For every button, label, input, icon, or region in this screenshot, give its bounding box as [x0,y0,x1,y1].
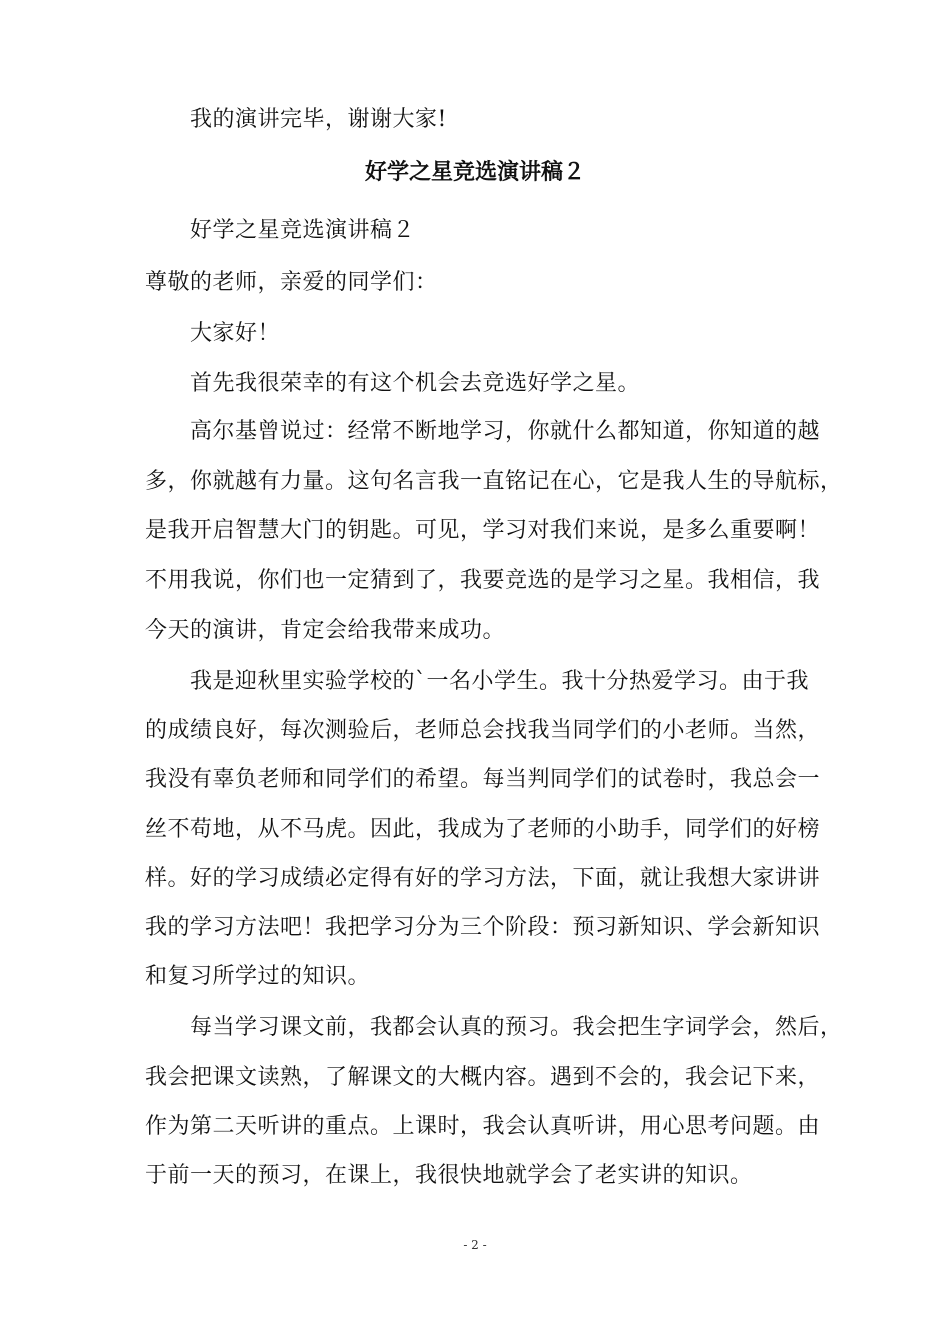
text-line: 和复习所学过的知识。 [145,964,371,989]
subtitle-line: 好学之星竞选演讲稿２ [190,218,416,243]
closing-line: 我的演讲完毕，谢谢大家! [190,107,447,132]
text-line: 多，你就越有力量。这句名言我一直铭记在心，它是我人生的导航标， [145,469,843,494]
text-line: 我没有辜负老师和同学们的希望。每当判同学们的试卷时，我总会一 [145,767,821,792]
text-line: 不用我说，你们也一定猜到了，我要竞选的是学习之星。我相信，我 [145,568,821,593]
text-line: 于前一天的预习，在课上，我很快地就学会了老实讲的知识。 [145,1163,753,1188]
greeting-line: 大家好！ [190,321,281,346]
text-line: 高尔基曾说过：经常不断地学习，你就什么都知道，你知道的越 [190,419,821,444]
text-line: 每当学习课文前，我都会认真的预习。我会把生字词学会，然后， [190,1015,843,1040]
salutation-line: 尊敬的老师，亲爱的同学们： [145,270,438,295]
text-line: 我是迎秋里实验学校的`一名小学生。我十分热爱学习。由于我 [190,669,810,694]
text-line: 样。好的学习成绩必定得有好的学习方法，下面，就让我想大家讲讲 [145,866,821,891]
text-line: 首先我很荣幸的有这个机会去竞选好学之星。 [190,371,641,396]
text-line: 的成绩良好，每次测验后，老师总会找我当同学们的小老师。当然， [145,718,821,743]
document-title: 好学之星竞选演讲稿２ [364,159,585,185]
text-line: 我的学习方法吧！我把学习分为三个阶段：预习新知识、学会新知识 [145,915,821,940]
text-line: 是我开启智慧大门的钥匙。可见，学习对我们来说，是多么重要啊！ [145,518,821,543]
text-line: 丝不苟地，从不马虎。因此，我成为了老师的小助手，同学们的好榜 [145,817,821,842]
text-line: 今天的演讲，肯定会给我带来成功。 [145,618,506,643]
page-number: - 2 - [463,1238,487,1252]
text-line: 作为第二天听讲的重点。上课时，我会认真听讲，用心思考问题。由 [145,1114,821,1139]
text-line: 我会把课文读熟，了解课文的大概内容。遇到不会的，我会记下来， [145,1065,821,1090]
